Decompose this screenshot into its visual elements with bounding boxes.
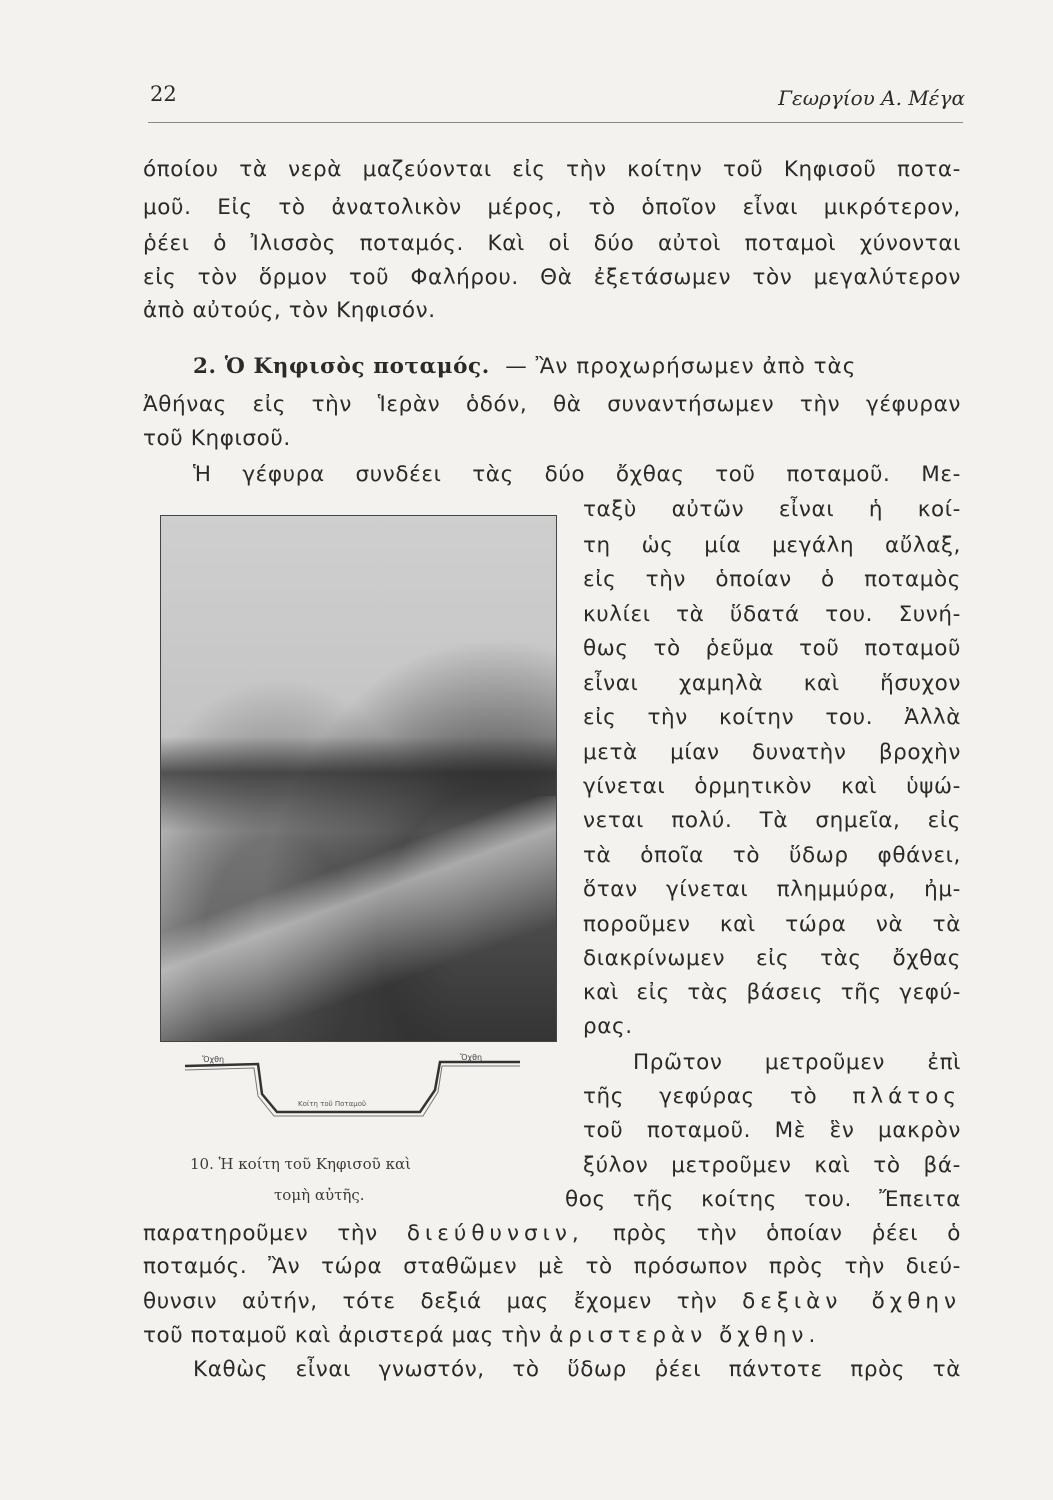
text-line: τη ὡς μία μεγάλη αὔλαξ, bbox=[583, 533, 961, 558]
text-line: ρας. bbox=[583, 1014, 633, 1039]
text-line bbox=[143, 1321, 820, 1351]
text-span: παρατηροῦμεν τὴν bbox=[143, 1221, 378, 1246]
text-span: τῆς γεφύρας τὸ bbox=[583, 1084, 818, 1109]
figure-caption-line2: τομὴ αὐτῆς. bbox=[274, 1186, 365, 1204]
figure-caption-line1: 10. Ἡ κοίτη τοῦ Κηφισοῦ καὶ bbox=[190, 1155, 411, 1173]
text-line: Καθὼς εἶναι γνωστόν, τὸ ὕδωρ ῥέει πάντοτε πρὸς τὰ bbox=[193, 1357, 961, 1382]
text-line: κυλίει τὰ ὕδατά του. Συνή- bbox=[583, 602, 961, 627]
page-number: 22 bbox=[150, 82, 177, 106]
emphasis-text: διεύθυνσιν, bbox=[406, 1221, 584, 1246]
text-line: μοῦ. Εἰς τὸ ἀνατολικὸν μέρος, τὸ ὁποῖον εἶναι μικρότερον, bbox=[143, 195, 961, 220]
text-line: τοῦ Κηφισοῦ. bbox=[143, 426, 291, 451]
text-line: Ἡ γέφυρα συνδέει τὰς δύο ὄχθας τοῦ ποταμοῦ. Με- bbox=[193, 462, 961, 487]
text-line: νεται πολύ. Τὰ σημεῖα, εἰς bbox=[583, 808, 961, 833]
text-line: εἰς τὴν κοίτην του. Ἀλλὰ bbox=[583, 705, 961, 730]
river-water bbox=[161, 796, 556, 1041]
text-line: ταξὺ αὐτῶν εἶναι ἡ κοί- bbox=[583, 497, 961, 522]
text-span: τοῦ ποταμοῦ καὶ ἀριστερά μας τὴν bbox=[143, 1323, 542, 1348]
text-line: όποίου τὰ νερὰ μαζεύονται εἰς τὴν κοίτην τοῦ Κηφισοῦ ποτα- bbox=[143, 157, 961, 182]
emphasis-text: πλάτος bbox=[852, 1084, 962, 1109]
text-line bbox=[143, 1287, 961, 1317]
text-line: Πρῶτον μετροῦμεν ἐπὶ bbox=[633, 1050, 961, 1075]
text-line: τὰ ὁποῖα τὸ ὕδωρ φθάνει, bbox=[583, 843, 961, 868]
text-line: ποροῦμεν καὶ τώρα νὰ τὰ bbox=[583, 912, 961, 937]
section-heading: 2. Ὁ Κηφισὸς ποταμός. bbox=[193, 354, 490, 379]
emphasis-text: δεξιὰν ὄχθην bbox=[742, 1289, 961, 1314]
riverbed-cross-section bbox=[180, 1050, 525, 1130]
bed-label: Κοίτη τοῦ Ποταμοῦ bbox=[298, 1100, 367, 1108]
text-line: θος τῆς κοίτης του. Ἔπειτα bbox=[565, 1187, 961, 1212]
text-line: θως τὸ ῥεῦμα τοῦ ποταμοῦ bbox=[583, 636, 961, 661]
text-line: μετὰ μίαν δυνατὴν βροχὴν bbox=[583, 740, 961, 765]
text-line: διακρίνωμεν εἰς τὰς ὄχθας bbox=[583, 946, 961, 971]
text-line: εἶναι χαμηλὰ καὶ ἥσυχον bbox=[583, 671, 961, 696]
text-line: ξύλον μετροῦμεν καὶ τὸ βά- bbox=[583, 1153, 961, 1178]
text-line: ῥέει ὁ Ἰλισσὸς ποταμός. Καὶ οἱ δύο αὐτοὶ ποταμοὶ χύνονται bbox=[143, 231, 961, 256]
text-line: Ἀθήνας εἰς τὴν Ἱερὰν ὁδόν, θὰ συναντήσωμεν τὴν γέφυραν bbox=[143, 392, 961, 417]
text-line: εἰς τὸν ὅρμον τοῦ Φαλήρου. Θὰ ἐξετάσωμεν τὸν μεγαλύτερον bbox=[143, 265, 961, 290]
bank-label-left: Ὄχθη bbox=[202, 1055, 225, 1064]
text-line bbox=[143, 1219, 961, 1249]
text-span: θυνσιν αὐτήν, τότε δεξιά μας ἔχομεν τὴν bbox=[143, 1289, 718, 1314]
text-line bbox=[583, 1082, 961, 1112]
section-heading-line bbox=[193, 352, 856, 382]
text-line: ὅταν γίνεται πλημμύρα, ἠμ- bbox=[583, 877, 961, 902]
bank-label-right: Ὄχθη bbox=[460, 1053, 483, 1062]
text-line: γίνεται ὁρμητικὸν καὶ ὑψώ- bbox=[583, 774, 961, 799]
text-line: ἀπὸ αὐτούς, τὸν Κηφισόν. bbox=[143, 298, 436, 323]
text-span: — Ἂν προχωρήσωμεν ἀπὸ τὰς bbox=[505, 354, 857, 379]
text-line: καὶ εἰς τὰς βάσεις τῆς γεφύ- bbox=[583, 980, 961, 1005]
river-photo bbox=[160, 515, 557, 1042]
text-span: πρὸς τὴν ὁποίαν ῥέει ὁ bbox=[612, 1221, 962, 1246]
header-rule bbox=[148, 122, 963, 123]
text-line: τοῦ ποταμοῦ. Μὲ ἓν μακρὸν bbox=[583, 1118, 961, 1143]
emphasis-text: ἀριστερὰν ὄχθην. bbox=[549, 1323, 821, 1348]
text-line: εἰς τὴν ὁποίαν ὁ ποταμὸς bbox=[583, 567, 961, 592]
text-line: ποταμός. Ἂν τώρα σταθῶμεν μὲ τὸ πρόσωπον πρὸς τὴν διεύ- bbox=[143, 1254, 961, 1279]
running-title: Γεωργίου Α. Μέγα bbox=[778, 86, 965, 110]
